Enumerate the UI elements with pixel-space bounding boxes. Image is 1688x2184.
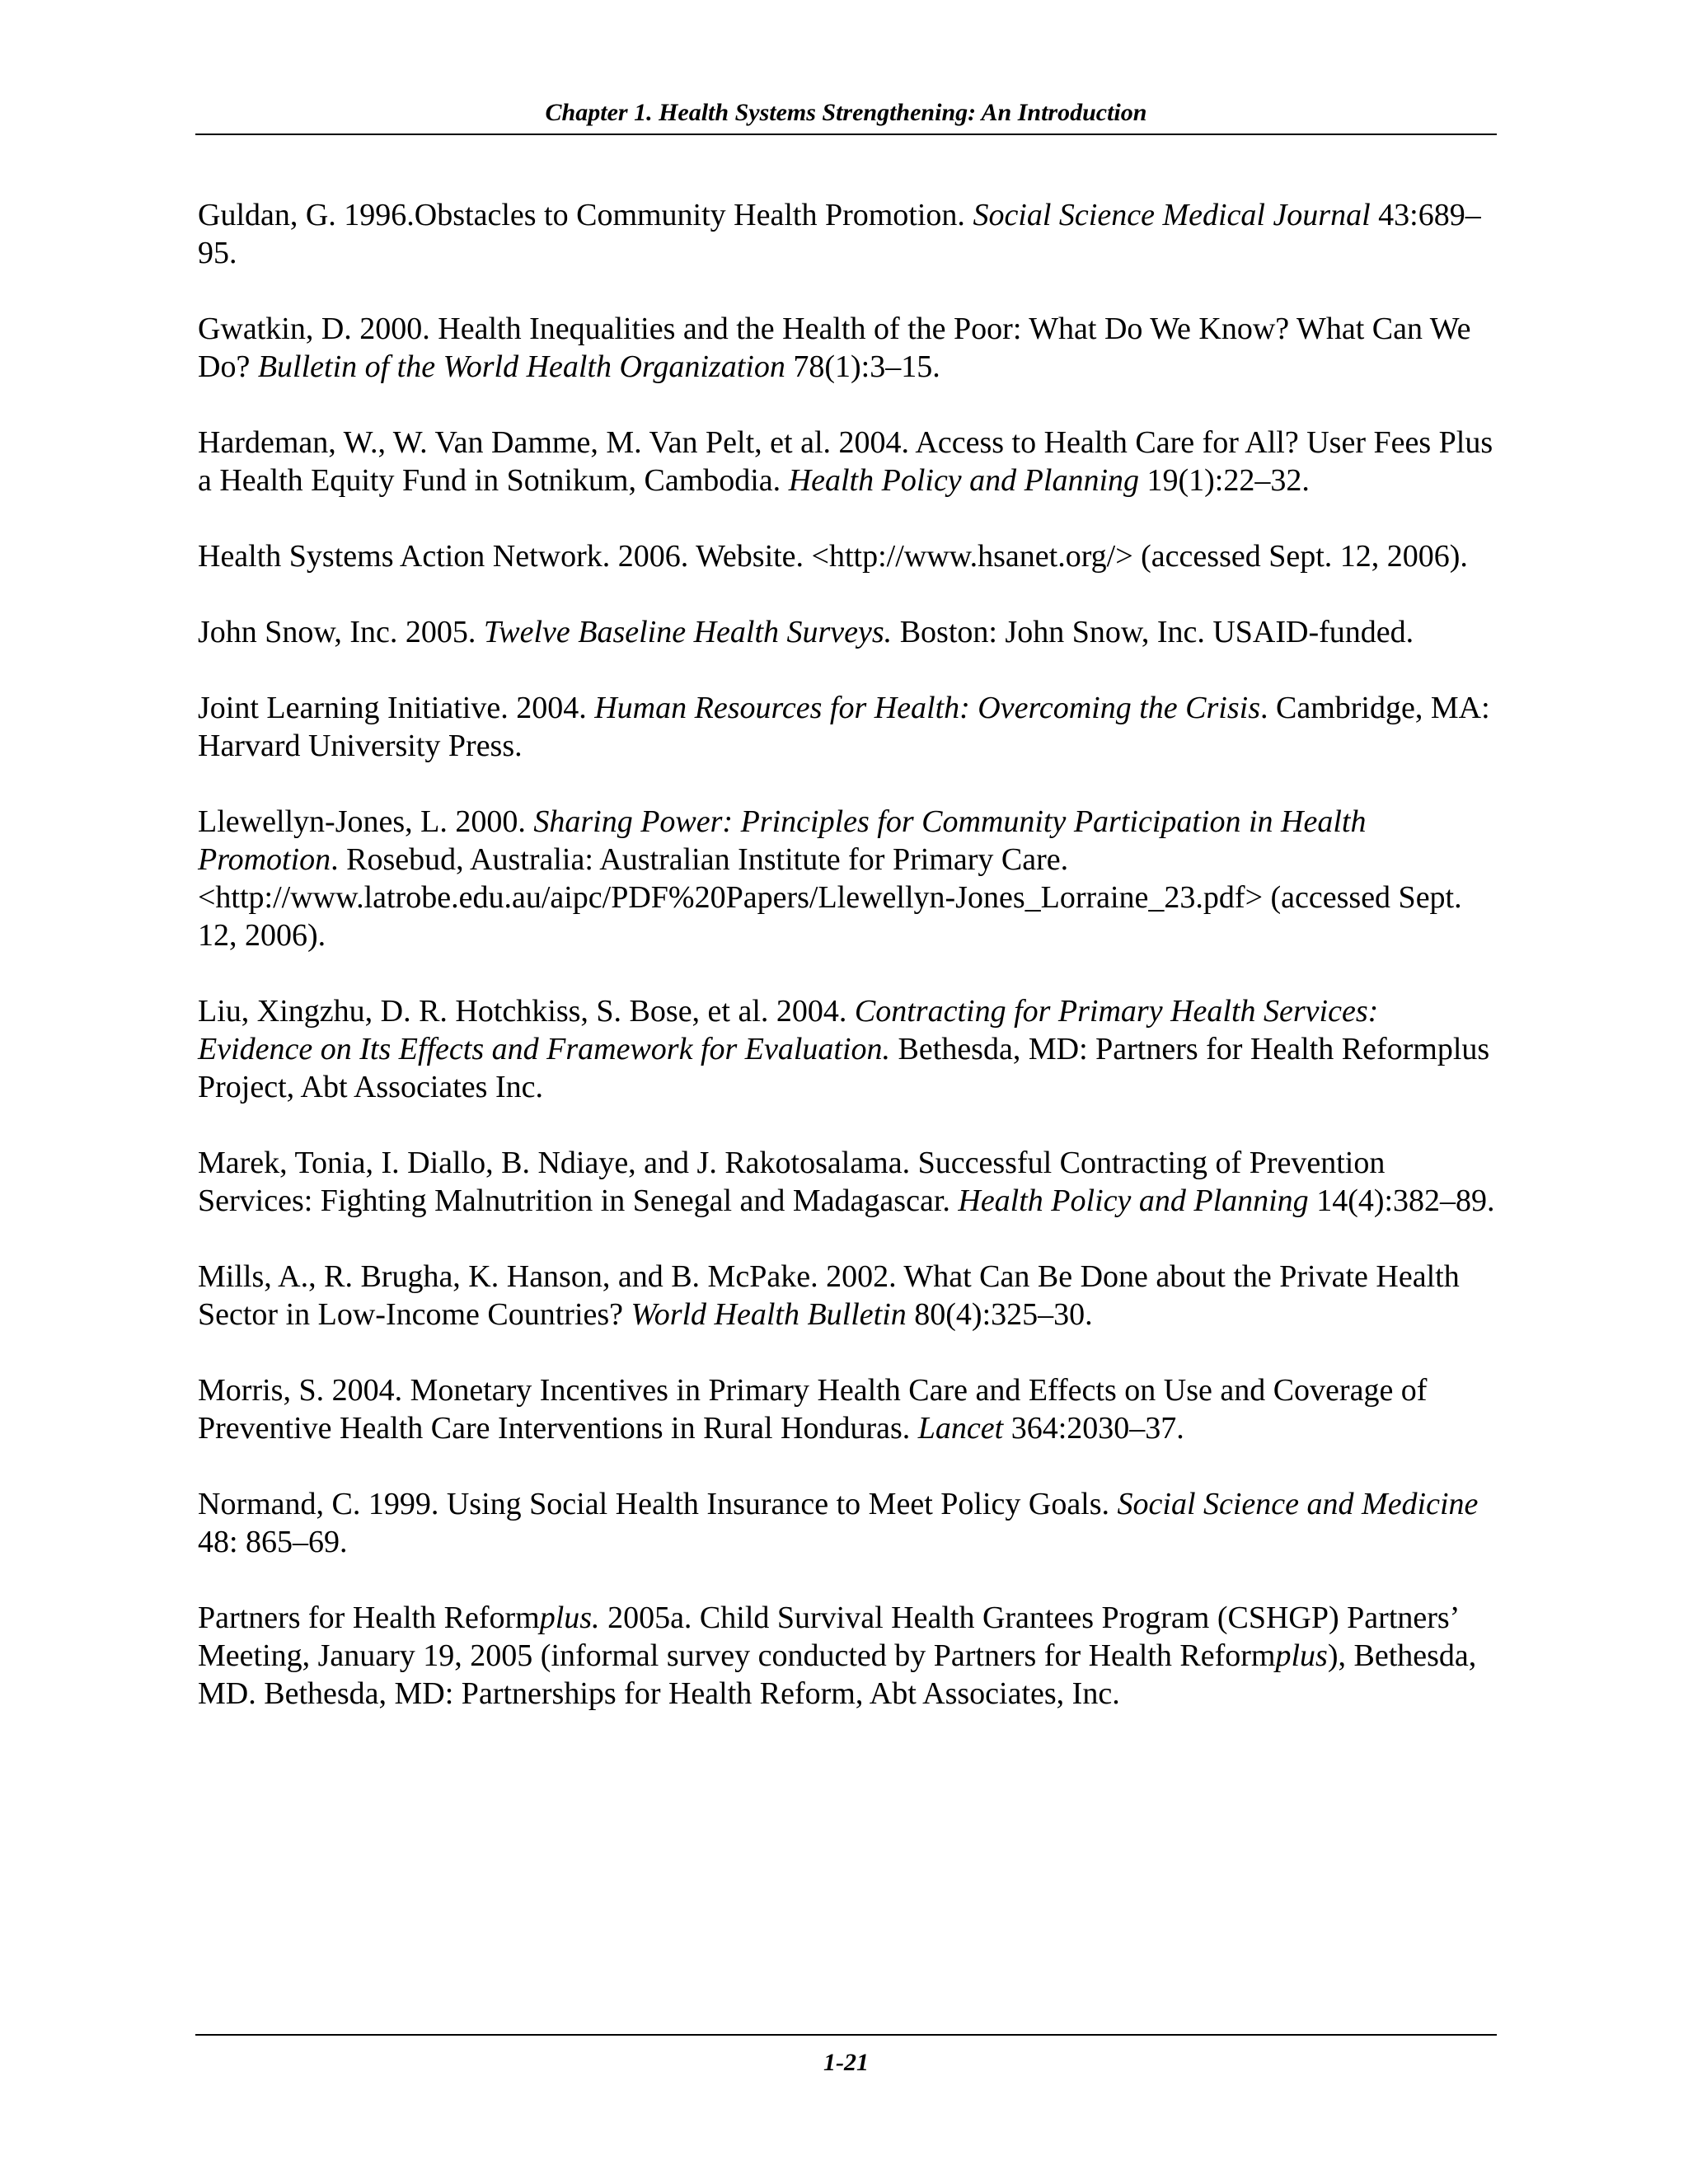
reference-italic-text: Human Resources for Health: Overcoming the Crisis [594, 691, 1260, 725]
reference-text: Morris, S. 2004. Monetary Incentives in Primary Health Care and Effects on Use and Coverage of Preventive Health Care Interventions in Rural Honduras. [198, 1373, 1428, 1446]
reference-entry [198, 1371, 1500, 1447]
page-number: 1-21 [823, 2049, 869, 2076]
reference-text: Liu, Xingzhu, D. R. Hotchkiss, S. Bose, et al. 2004. [198, 994, 855, 1029]
reference-text: 19(1):22–32. [1139, 463, 1310, 498]
reference-text: Boston: John Snow, Inc. USAID-funded. [892, 615, 1414, 649]
reference-italic-text: plus [1275, 1638, 1328, 1673]
reference-entry [198, 689, 1500, 765]
reference-text: 14(4):382–89. [1308, 1183, 1495, 1218]
reference-text: Normand, C. 1999. Using Social Health Insurance to Meet Policy Goals. [198, 1487, 1118, 1521]
reference-entry [198, 613, 1500, 651]
reference-italic-text: World Health Bulletin [631, 1297, 907, 1332]
reference-text: 364:2030–37. [1003, 1411, 1184, 1446]
reference-entry [198, 1485, 1500, 1561]
reference-italic-text: Health Policy and Planning [958, 1183, 1309, 1218]
reference-entry [198, 537, 1500, 575]
reference-entry [198, 1144, 1500, 1220]
reference-italic-text: Health Policy and Planning [788, 463, 1139, 498]
reference-italic-text: Bulletin of the World Health Organization [257, 349, 785, 384]
reference-italic-text: Social Science and Medicine [1117, 1487, 1479, 1521]
footer-rule [195, 2034, 1497, 2036]
reference-text: 48: 865–69. [198, 1525, 348, 1559]
reference-text: . Cambridge, MA: Harvard University Press. [198, 691, 1490, 763]
reference-entry [198, 196, 1500, 272]
reference-text: ), Bethesda, MD. Bethesda, MD: Partnerships for Health Reform, Abt Associates, Inc. [198, 1638, 1477, 1711]
reference-entry [198, 424, 1500, 499]
reference-italic-text: Twelve Baseline Health Surveys. [483, 615, 893, 649]
header-rule [195, 134, 1497, 135]
reference-text: Partners for Health Reform [198, 1601, 540, 1635]
reference-italic-text: plus. [539, 1601, 600, 1635]
reference-text: . Rosebud, Australia: Australian Institute for Primary Care. <http://www.latrobe.edu.au/aipc/PDF%20Papers/Llewellyn-Jones_Lorraine_23.pdf> (accessed Sept. 12, 2006). [198, 842, 1462, 953]
reference-text: Gwatkin, D. 2000. Health Inequalities and the Health of the Poor: What Do We Know? What Can We Do? [198, 312, 1471, 384]
reference-entry [198, 803, 1500, 954]
reference-text: Joint Learning Initiative. 2004. [198, 691, 595, 725]
reference-text: 43:689–95. [198, 198, 1481, 270]
reference-italic-text: Lancet [917, 1411, 1004, 1446]
reference-text: Guldan, G. 1996.Obstacles to Community Health Promotion. [198, 198, 973, 232]
reference-text: Llewellyn-Jones, L. 2000. [198, 804, 534, 839]
reference-text: Hardeman, W., W. Van Damme, M. Van Pelt, et al. 2004. Access to Health Care for All? User Fees Plus a Health Equity Fund in Sotnikum, Cambodia. [198, 425, 1493, 498]
reference-text: John Snow, Inc. 2005. [198, 615, 484, 649]
reference-entry [198, 310, 1500, 386]
reference-italic-text: Sharing Power: Principles for Community Participation in Health Promotion [198, 804, 1367, 877]
reference-entry [198, 1258, 1500, 1333]
reference-text: 78(1):3–15. [785, 349, 940, 384]
running-header: Chapter 1. Health Systems Strengthening: An Introduction [545, 99, 1147, 126]
reference-text: 2005a. Child Survival Health Grantees Program (CSHGP) Partners’ Meeting, January 19, 2005 (informal survey conducted by Partners for Health Reform [198, 1601, 1458, 1673]
reference-entry [198, 992, 1500, 1106]
reference-text: Bethesda, MD: Partners for Health Reformplus Project, Abt Associates Inc. [198, 1032, 1490, 1104]
reference-text: Mills, A., R. Brugha, K. Hanson, and B. McPake. 2002. What Can Be Done about the Private Health Sector in Low-Income Countries? [198, 1259, 1460, 1332]
reference-text: Marek, Tonia, I. Diallo, B. Ndiaye, and J. Rakotosalama. Successful Contracting of Prevention Services: Fighting Malnutrition in Senegal and Madagascar. [198, 1146, 1386, 1218]
reference-italic-text: Social Science Medical Journal [973, 198, 1371, 232]
reference-list [198, 196, 1500, 1750]
reference-italic-text: Contracting for Primary Health Services: Evidence on Its Effects and Framework for Evaluation. [198, 994, 1379, 1066]
reference-entry [198, 1599, 1500, 1713]
reference-text: 80(4):325–30. [906, 1297, 1093, 1332]
reference-text: Health Systems Action Network. 2006. Website. <http://www.hsanet.org/> (accessed Sept. 12, 2006). [198, 539, 1468, 574]
